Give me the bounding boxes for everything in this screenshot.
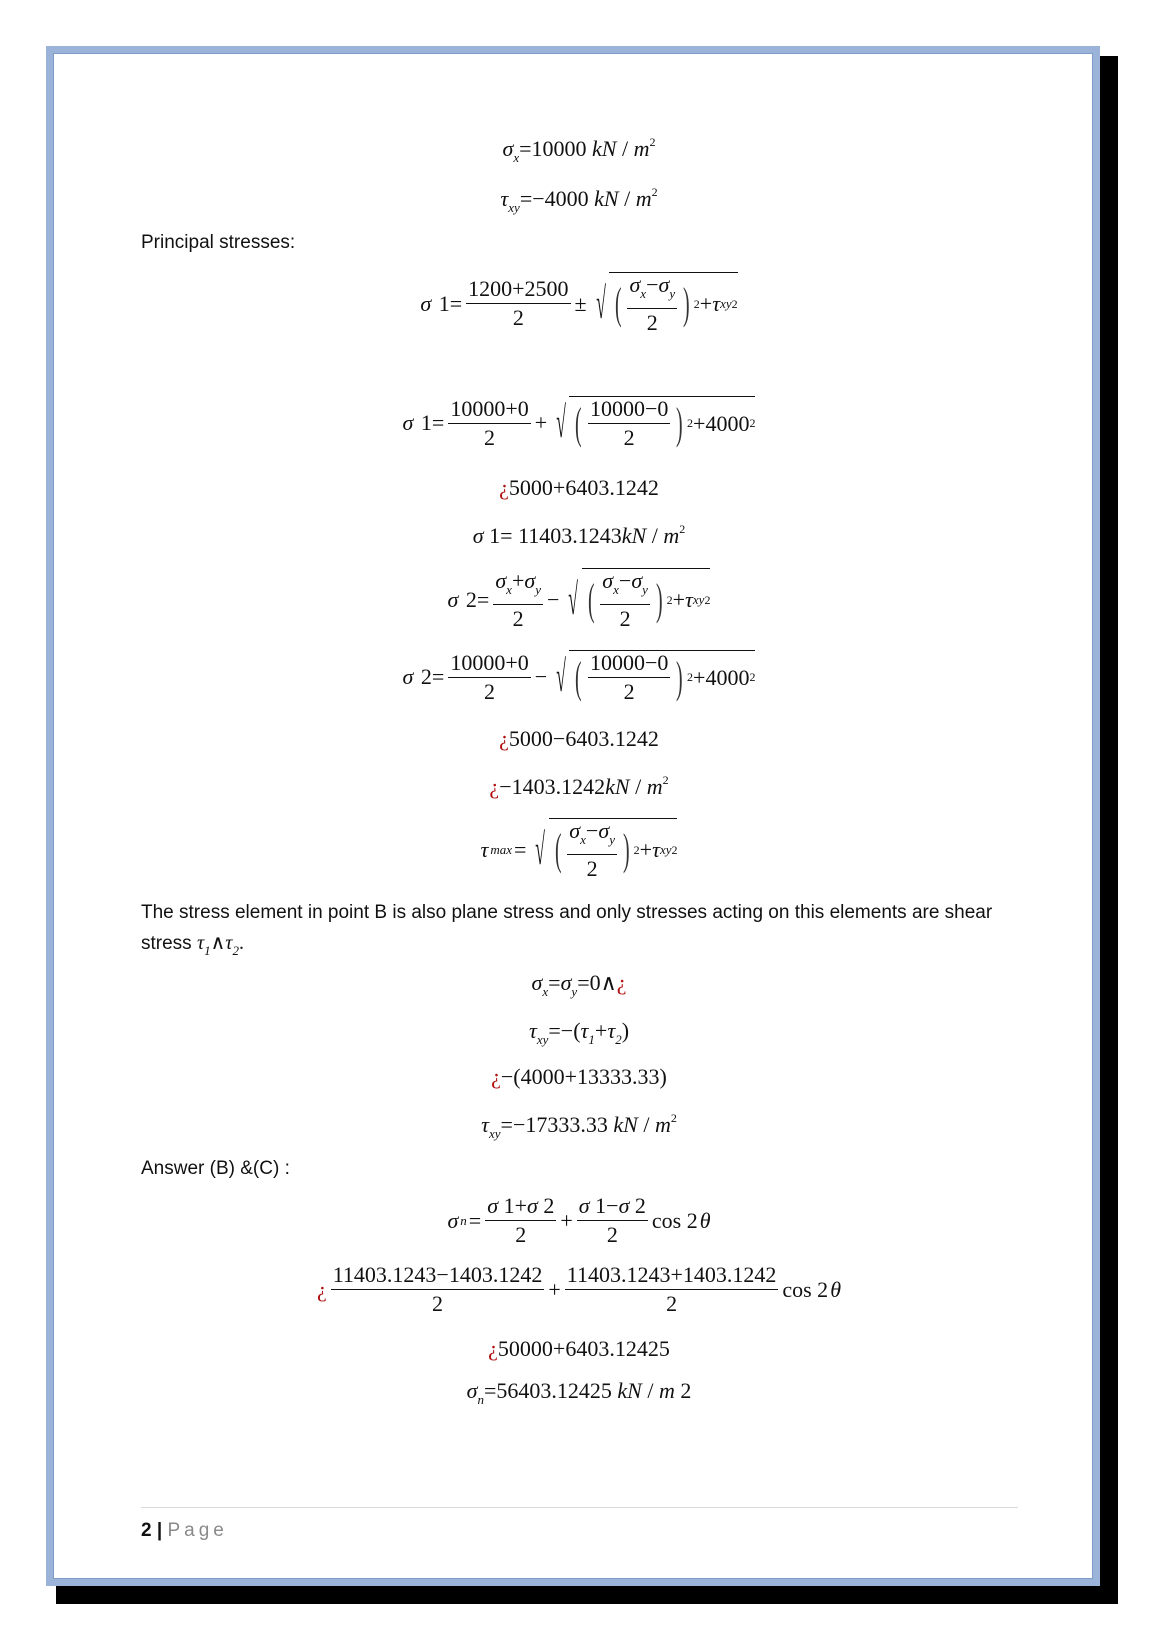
eq-tau-max: τ max = √ ( $\frac{\sigma_x-\sigma_y}{2}$ ) 2 + τ xy 2 [480,818,678,881]
heading-principal-stresses: Principal stresses: [141,232,296,253]
paragraph-stress-element-cont: stress $\tau_1\wedge\tau_2$. [141,932,244,958]
eq-sigma-n-step: ¿50000+6403.12425 [488,1336,670,1361]
eq-tau-xy-sum: $\tau_{xy}=-(\tau_1+\tau_2)$ [528,1018,630,1047]
eq-tau-values: ¿−(4000+13333.33) [491,1064,667,1089]
heading-answer: Answer (B) &(C) : [141,1158,290,1179]
page-number: 2 [141,1520,152,1541]
eq-sigma-n-values: ¿ $\frac{11403.1243-1403.1242}{2}$ + $\frac{11403.1243+1403.1242}{2}$ cos 2 θ [316,1262,841,1316]
page-footer: 2 | Page [141,1520,228,1541]
footer-divider [141,1507,1018,1508]
eq-sigma2-formula: σ 2= $\frac{\sigma_x+\sigma_y}{2}$ − √ ( $\frac{\sigma_x-\sigma_y}{2}$ ) 2 + τ xy 2 [447,567,711,631]
eq-sigma-x: $\sigma_x=10000$ kN / $m^2$ [502,135,656,165]
eq-sigma-n-formula: σ n = $\frac{\sigma 1+\sigma 2}{2}$ + $\frac{\sigma 1-\sigma 2}{2}$ cos 2 θ [447,1193,711,1247]
eq-sigma2-step: ¿5000−6403.1242 [499,726,659,751]
eq-sigma-n-result: $\sigma_n=56403.12425$ kN / m 2 [466,1378,692,1407]
eq-sigma-zero: $\sigma_x=\sigma_y=0\wedge¿$ [531,970,627,999]
paragraph-stress-element: The stress element in point B is also plane stress and only stresses acting on this elements are shear [141,902,993,923]
eq-sigma2-result: ¿$-1403.1242kN / m^2$ [489,773,669,799]
page-label: Page [167,1520,228,1541]
eq-sigma2-values: σ 2= $\frac{10000+0}{2}$ − √ ( $\frac{10000-0}{2}$ ) 2 +4000 2 [402,649,756,704]
eq-tau-xy: $\tau_{xy}=-4000$ kN / $m^2$ [500,185,658,215]
eq-tau-result: $\tau_{xy}=-17333.33$ kN / $m^2$ [481,1111,677,1141]
eq-sigma1-values: σ 1= $\frac{10000+0}{2}$ + √ ( $\frac{10000-0}{2}$ ) 2 +4000 2 [402,395,756,450]
eq-sigma1-result: σ $1= 11403.1243kN / m^2$ [472,522,686,548]
eq-sigma1-step: ¿5000+6403.1242 [499,475,659,500]
eq-sigma1-formula: σ 1= $\frac{1200+2500}{2}$ ± √ ( $\frac{\sigma_x-\sigma_y}{2}$ ) 2 + τ xy 2 [420,272,738,335]
